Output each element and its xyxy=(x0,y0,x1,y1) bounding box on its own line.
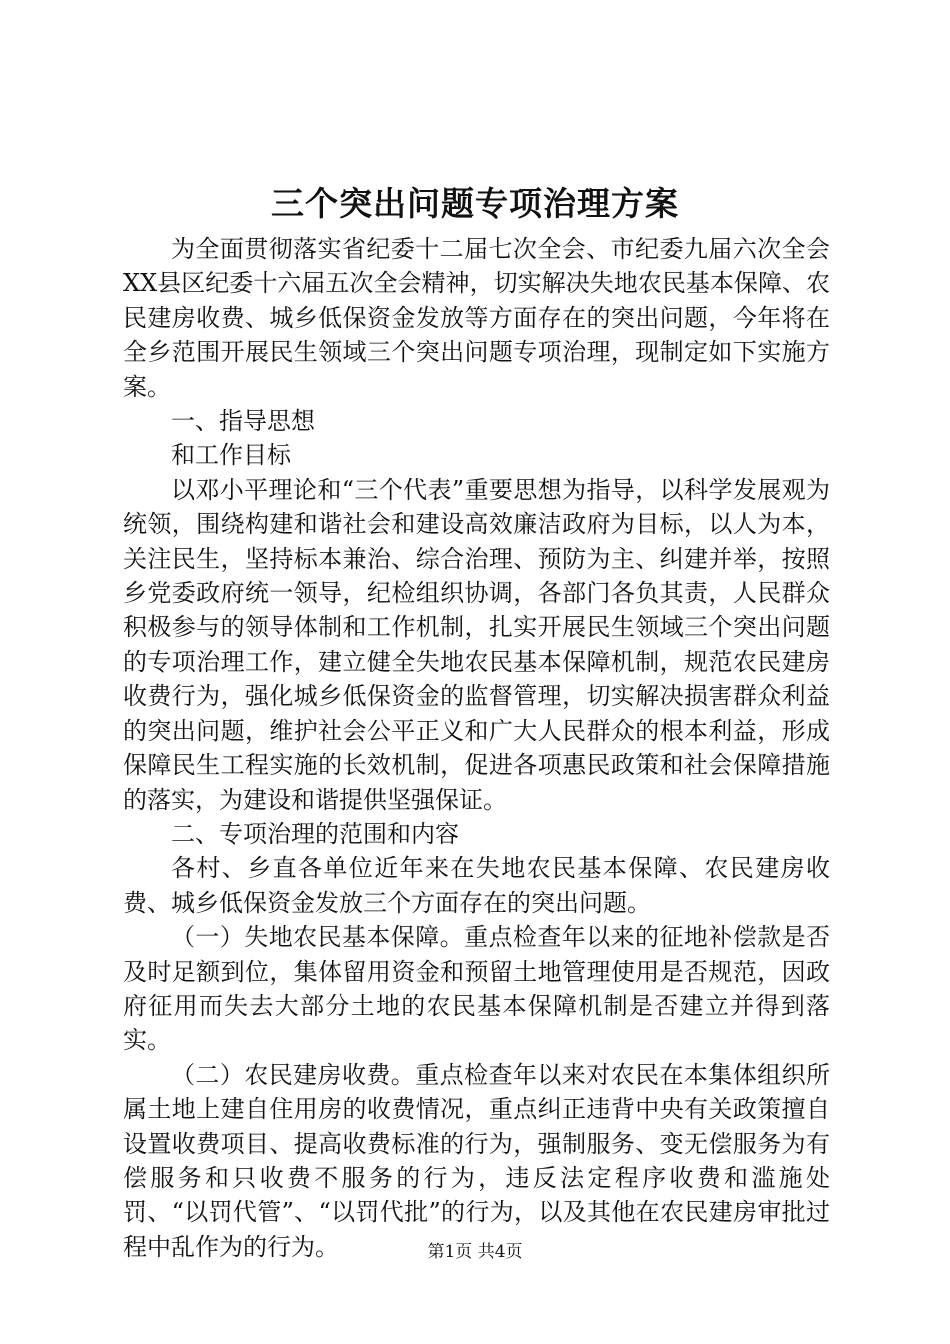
item-1-paragraph: （一）失地农民基本保障。重点检查年以来的征地补偿款是否及时足额到位，集体留用资金和预留土地管理使用是否规范，因政府征用而失去大部分土地的农民基本保障机制是否建立并得到落实。 xyxy=(123,923,830,1055)
item-2-paragraph: （二）农民建房收费。重点检查年以来对农民在本集体组织所属土地上建自住用房的收费情况，重点纠正违背中央有关政策擅自设置收费项目、提高收费标准的行为，强制服务、变无偿服务为有偿服务和只收费不服务的行为，违反法定程序收费和滥施处罚、“以罚代管”、“以罚代批”的行为，以及其他在农民建房审批过程中乱作为的行为。 xyxy=(123,1060,830,1261)
section-heading-1-continuation: 和工作目标 xyxy=(171,441,291,470)
page-title: 三个突出问题专项治理方案 xyxy=(271,184,679,223)
guiding-principle-paragraph: 以邓小平理论和“三个代表”重要思想为指导，以科学发展观为统领，围绕构建和谐社会和建设高效廉洁政府为目标，以人为本，关注民生，坚持标本兼治、综合治理、预防为主、纠建并举，按照乡党委政府统一领导，纪检组织协调，各部门各负其责，人民群众积极参与的领导体制和工作机制，扎实开展民生领域三个突出问题的专项治理工作，建立健全失地农民基本保障机制，规范农民建房收费行为，强化城乡低保资金的监督管理，切实解决损害群众利益的突出问题，维护社会公平正义和广大人民群众的根本利益，形成保障民生工程实施的长效机制，促进各项惠民政策和社会保障措施的落实，为建设和谐提供坚强保证。 xyxy=(123,475,830,814)
document-body xyxy=(123,232,830,1264)
section-heading-2: 二、专项治理的范围和内容 xyxy=(171,819,459,848)
page-footer: 第1页 共4页 xyxy=(427,1242,523,1262)
scope-paragraph: 各村、乡直各单位近年来在失地农民基本保障、农民建房收费、城乡低保资金发放三个方面存在的突出问题。 xyxy=(123,854,830,917)
section-heading-1: 一、指导思想 xyxy=(171,407,315,436)
intro-paragraph: 为全面贯彻落实省纪委十二届七次全会、市纪委九届六次全会XX县区纪委十六届五次全会精神，切实解决失地农民基本保障、农民建房收费、城乡低保资金发放等方面存在的突出问题，今年将在全乡范围开展民生领域三个突出问题专项治理，现制定如下实施方案。 xyxy=(123,235,830,401)
